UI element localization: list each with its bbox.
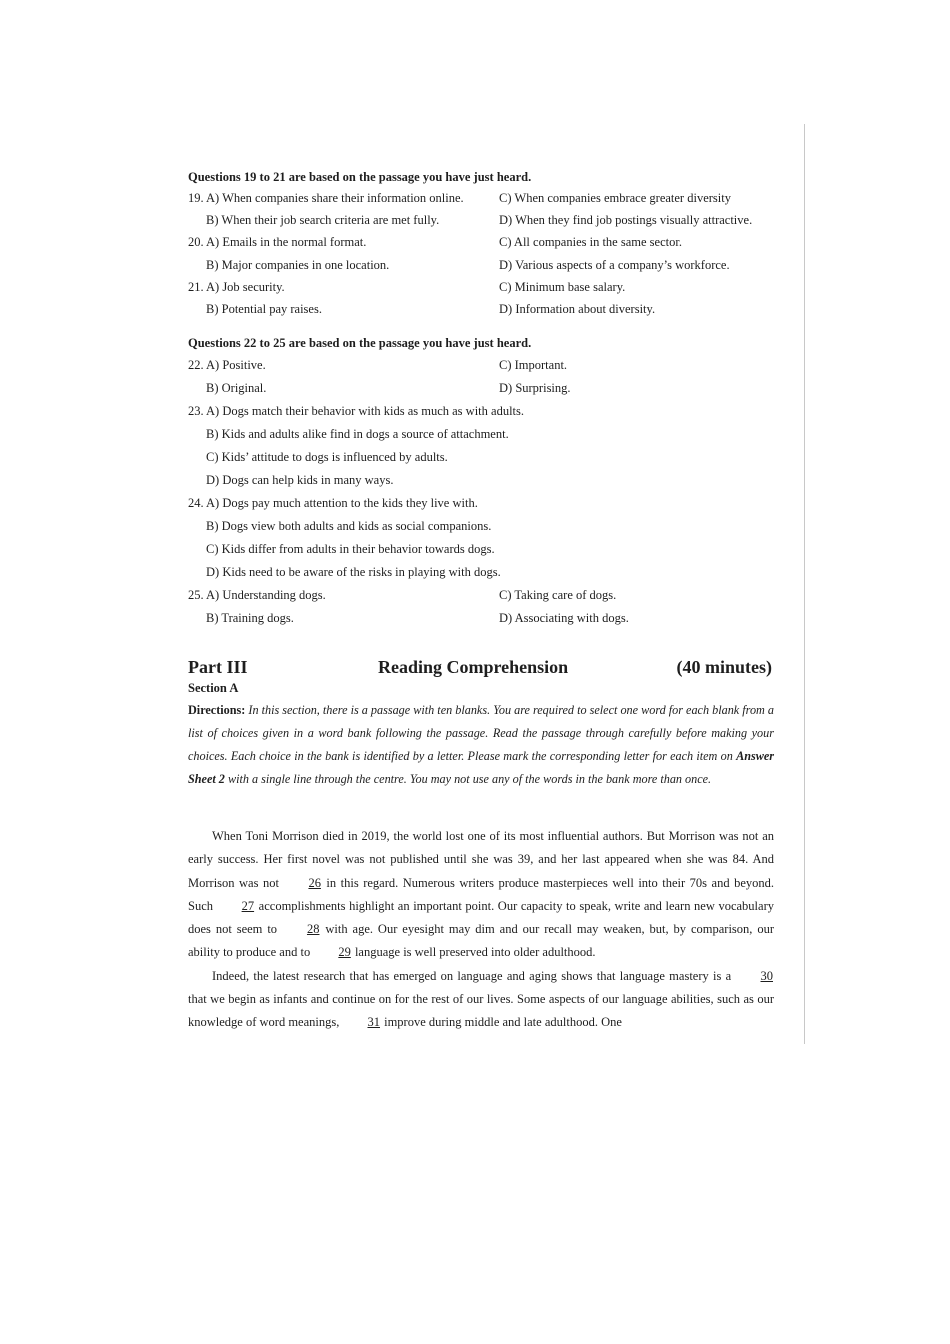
option-c: C) When companies embrace greater diversity [499,191,731,205]
blank-29[interactable]: 29 [338,945,351,960]
question-20-row-2 [188,258,774,276]
option-a: A) Positive. [206,358,266,372]
question-number: 21. [188,280,204,294]
option-b: B) When their job search criteria are met fully. [206,213,440,227]
directions-text-1: In this section, there is a passage with ten blanks. You are required to select one word for each blank from a list of choices given in a word bank following the passage. Read the passage through carefully before making your choices. Each choice in the bank is identified by a letter. Please mark the corresponding letter for each item on [188,703,774,763]
option-c: C) Kids’ attitude to dogs is influenced by adults. [206,450,448,464]
reading-passage [188,825,774,1035]
blank-26[interactable]: 26 [308,875,321,890]
passage-text: When Toni Morrison died in 2019, the world lost one of its most influential authors. But Morrison was not an early success. Her first novel was not published until she was 39, and her last appeared when she was 84. And Morrison was not [188,829,774,890]
option-c: C) Minimum base salary. [499,280,626,294]
passage-text: accomplishments highlight an important point. Our capacity to speak, write and learn new vocabulary does not seem to [188,898,774,937]
part-number: Part III [188,657,248,677]
blank-31[interactable]: 31 [367,1015,380,1030]
question-24-option-a [188,496,774,514]
passage-text: in this regard. Numerous writers produce masterpieces well into their 70s and beyond. Such [188,875,774,913]
option-d: D) When they find job postings visually attractive. [499,213,753,227]
question-24-option-c [188,542,774,560]
part-time-limit: (40 minutes) [676,657,772,677]
option-a: A) Dogs match their behavior with kids as much as with adults. [206,404,524,418]
passage-text: with age. Our eyesight may dim and our recall may weaken, but, by comparison, our ability to produce and to [188,922,774,960]
directions-text-2: with a single line through the centre. You may not use any of the words in the bank more than once. [224,772,712,786]
question-24-option-b [188,519,774,537]
question-21-row-2 [188,302,774,320]
passage-text: Indeed, the latest research that has emerged on language and aging shows that language mastery is a [212,968,736,983]
option-c: C) Taking care of dogs. [499,588,617,602]
question-number: 20. [188,235,204,249]
option-d: D) Surprising. [499,381,571,395]
option-c: C) All companies in the same sector. [499,235,682,249]
directions-label: Directions: [188,703,246,717]
question-22-row-1 [188,358,774,376]
question-22-row-2 [188,381,774,399]
option-c: C) Important. [499,358,568,372]
part-title: Reading Comprehension [378,657,569,677]
question-25-row-1 [188,588,774,606]
question-23-option-b [188,427,774,445]
passage-text: language is well preserved into older adulthood. [351,945,596,960]
passage-paragraph-2 [188,965,774,1035]
option-a: A) Understanding dogs. [206,588,326,602]
option-b: B) Major companies in one location. [206,258,390,272]
option-d: D) Kids need to be aware of the risks in playing with dogs. [206,565,501,579]
question-number: 24. [188,496,204,510]
option-a: A) When companies share their information online. [206,191,464,205]
question-number: 23. [188,404,204,418]
option-c: C) Kids differ from adults in their behavior towards dogs. [206,542,495,556]
question-21-row-1 [188,280,774,298]
section-heading: Section A [188,681,239,695]
scan-edge-line [804,124,805,1044]
question-19-row-2 [188,213,774,231]
option-a: A) Dogs pay much attention to the kids they live with. [206,496,478,510]
question-24-option-d [188,565,774,583]
option-b: B) Potential pay raises. [206,302,322,316]
blank-27[interactable]: 27 [241,898,255,913]
option-b: B) Original. [206,381,267,395]
option-b: B) Training dogs. [206,611,294,625]
questions-19-21-heading: Questions 19 to 21 are based on the passage you have just heard. [188,170,532,184]
question-number: 22. [188,358,204,372]
option-b: B) Dogs view both adults and kids as social companions. [206,519,492,533]
option-d: D) Dogs can help kids in many ways. [206,473,394,487]
passage-text: improve during middle and late adulthood. One [380,1015,622,1030]
passage-text: that we begin as infants and continue on for the rest of our lives. Some aspects of our language abilities, such as our knowledge of word meanings, [188,992,774,1030]
option-a: A) Job security. [206,280,285,294]
option-b: B) Kids and adults alike find in dogs a source of attachment. [206,427,509,441]
question-25-row-2 [188,611,774,629]
question-23-option-a [188,404,774,422]
question-19-row-1 [188,191,774,209]
answer-sheet-reference: Answer Sheet 2 [188,749,774,786]
part-heading [188,657,774,683]
option-a: A) Emails in the normal format. [206,235,367,249]
question-number: 25. [188,588,204,602]
questions-22-25-heading: Questions 22 to 25 are based on the passage you have just heard. [188,336,532,350]
option-d: D) Various aspects of a company’s workforce. [499,258,730,272]
blank-30[interactable]: 30 [760,968,773,983]
option-d: D) Information about diversity. [499,302,656,316]
blank-28[interactable]: 28 [306,922,320,937]
directions-paragraph [188,699,774,791]
question-23-option-c [188,450,774,468]
option-d: D) Associating with dogs. [499,611,629,625]
question-20-row-1 [188,235,774,253]
question-number: 19. [188,191,204,205]
passage-paragraph-1 [188,825,774,965]
question-23-option-d [188,473,774,491]
